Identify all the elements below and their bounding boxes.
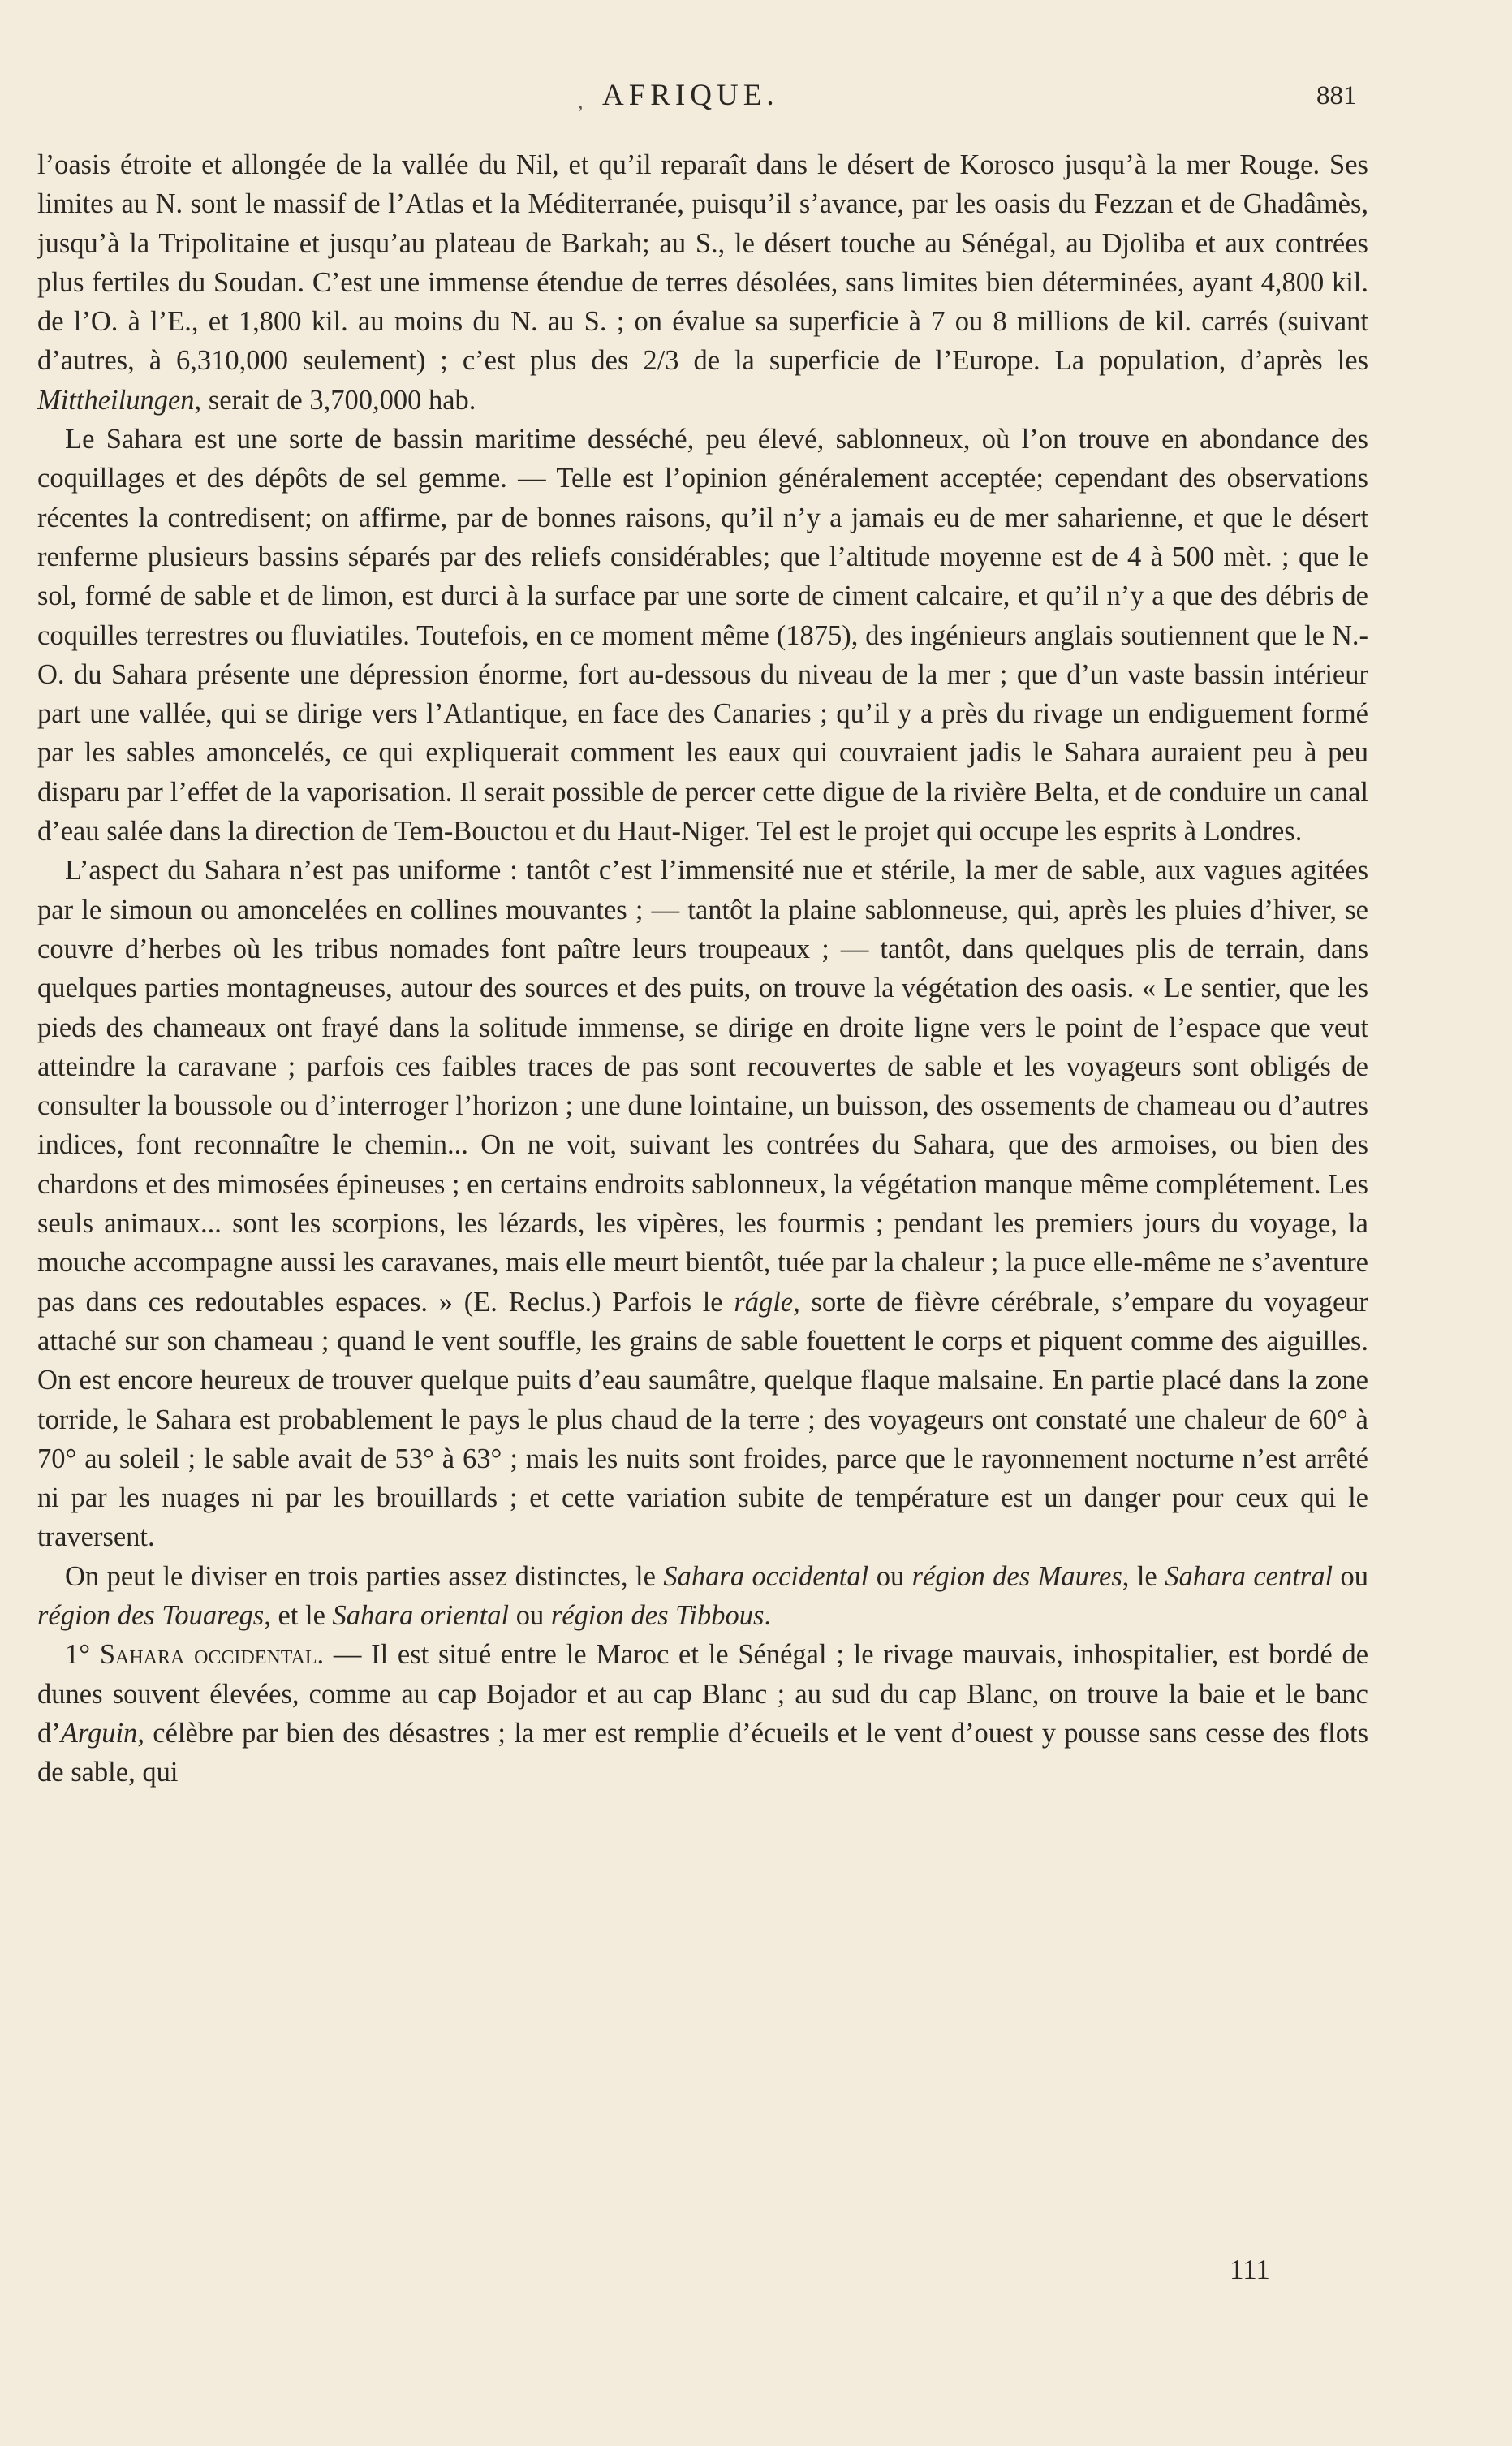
header-mark: , — [578, 89, 584, 113]
italic-arguin: Arguin — [60, 1717, 138, 1749]
section-heading: Sahara occidental. — [99, 1639, 325, 1671]
paragraph-3: L’aspect du Sahara n’est pas uniforme : tantôt c’est l’immensité nue et stérile, la mer de sable, aux vagues agitées par le simoun ou amoncelées en collines mouvantes ; — tantôt la plaine sablonneuse, qui, après les pluies d’hiver, se couvre d’herbes où les tribus nomades font paître leurs troupeaux ; — tantôt, dans quelques plis de terrain, dans quelques parties montagneuses, autour des sources et des puits, on trouve la végétation des oasis. « Le sentier, que les pieds des chameaux ont frayé dans la solitude immense, se dirige en droite ligne vers le point de l’espace que veut atteindre la caravane ; parfois ces faibles traces de pas sont recouvertes de sable et les voyageurs sont obligés de consulter la boussole ou d’interroger l’horizon ; une dune lointaine, un buisson, des ossements de chameau ou d’autres indices, font reconnaître le chemin... On ne voit, suivant les contrées du Sahara, que des armoises, ou bien des chardons et des mimosées épineuses ; en certains endroits sablonneux, la végétation manque même complétement. Les seuls animaux... sont les scorpions, les lézards, les vipères, les fourmis ; pendant les premiers jours du voyage, la mouche accompagne aussi les caravanes, mais elle meurt bientôt, tuée par la chaleur ; la puce elle-même ne s’aventure pas dans ces redoutables espaces. » (E. Reclus.) Parfois le rágle, sorte de fièvre cérébrale, s’empare du voyageur attaché sur son chameau ; quand le vent souffle, les grains de sable fouettent le corps et piquent comme des aiguilles. On est encore heureux de trouver quelque puits d’eau saumâtre, quelque flaque malsaine. En partie placé dans la zone torride, le Sahara est probablement le pays le plus chaud de la terre ; des voyageurs ont constaté une chaleur de 60° à 70° au soleil ; le sable avait de 53° à 63° ; mais les nuits sont froides, parce que le rayonnement nocturne n’est arrêté ni par les nuages ni par les brouillards ; et cette variation subite de température est un danger pour ceux qui le traversent. — [37, 855, 1369, 1553]
paragraph-2: Le Sahara est une sorte de bassin maritime desséché, peu élevé, sablonneux, où l’on trouve en abondance des coquillages et des dépôts de sel gemme. — Telle est l’opinion généralement acceptée; cependant des observations récentes la contredisent; on affirme, par de bonnes raisons, qu’il n’y a jamais eu de mer saharienne, et que le désert renferme plusieurs bassins séparés par des reliefs considérables; que l’altitude moyenne est de 4 à 500 mèt. ; que le sol, formé de sable et de limon, est durci à la surface par une sorte de ciment calcaire, et qu’il n’y a que des débris de coquilles terrestres ou fluviatiles. Toutefois, en ce moment même (1875), des ingénieurs anglais soutiennent que le N.-O. du Sahara présente une dépression énorme, fort au-dessous du niveau de la mer ; que d’un vaste bassin intérieur part une vallée, qui se dirige vers l’Atlantique, en face des Canaries ; qu’il y a près du rivage un endiguement formé par les sables amoncelés, ce qui expliquerait comment les eaux qui couvraient jadis le Sahara auraient peu à peu disparu par l’effet de la vaporisation. Il serait possible de percer cette digue de la rivière Belta, et de conduire un canal d’eau salée dans la direction de Tem-Bouctou et du Haut-Niger. Tel est le projet qui occupe les esprits à Londres. — [37, 424, 1368, 848]
section-number: 1° — [65, 1639, 91, 1671]
paragraph-5: 1° Sahara occidental. — Il est situé entre le Maroc et le Sénégal ; le rivage mauvais, inhospitalier, est bordé de dunes souvent élevées, comme au cap Bojador et au cap Blanc ; au sud du cap Blanc, on trouve la baie et le banc d’Arguin, célèbre par bien des désastres ; la mer est remplie d’écueils et le vent d’ouest y pousse sans cesse des flots de sable, qui — [37, 1639, 1369, 1788]
paragraph-4: On peut le diviser en trois parties assez distinctes, le Sahara occidental ou région des Maures, le Sahara central ou région des Touaregs, et le Sahara oriental ou région des Tibbous. — [37, 1560, 1369, 1631]
header-title: AFRIQUE. — [602, 79, 779, 112]
page-number: 881 — [1316, 81, 1357, 110]
italic-mittheilungen: Mittheilungen — [37, 384, 195, 416]
signature-mark: 111 — [1230, 2254, 1270, 2285]
body-text — [37, 145, 1368, 1792]
italic-ragle: rágle — [734, 1286, 794, 1318]
running-header — [0, 76, 1512, 117]
paragraph-1: l’oasis étroite et allongée de la vallée du Nil, et qu’il reparaît dans le désert de Korosco jusqu’à la mer Rouge. Ses limites au N. sont le massif de l’Atlas et la Méditerranée, puisqu’il s’avance, par les oasis du Fezzan et de Ghadâmès, jusqu’à la Tripolitaine et jusqu’au plateau de Barkah; au S., le désert touche au Sénégal, au Djoliba et aux contrées plus fertiles du Soudan. C’est une immense étendue de terres désolées, sans limites bien déterminées, ayant 4,800 kil. de l’O. à l’E., et 1,800 kil. au moins du N. au S. ; on évalue sa superficie à 7 ou 8 millions de kil. carrés (suivant d’autres, à 6,310,000 seulement) ; c’est plus des 2/3 de la superficie de l’Europe. La population, d’après les Mittheilungen, serait de 3,700,000 hab. — [37, 149, 1368, 416]
